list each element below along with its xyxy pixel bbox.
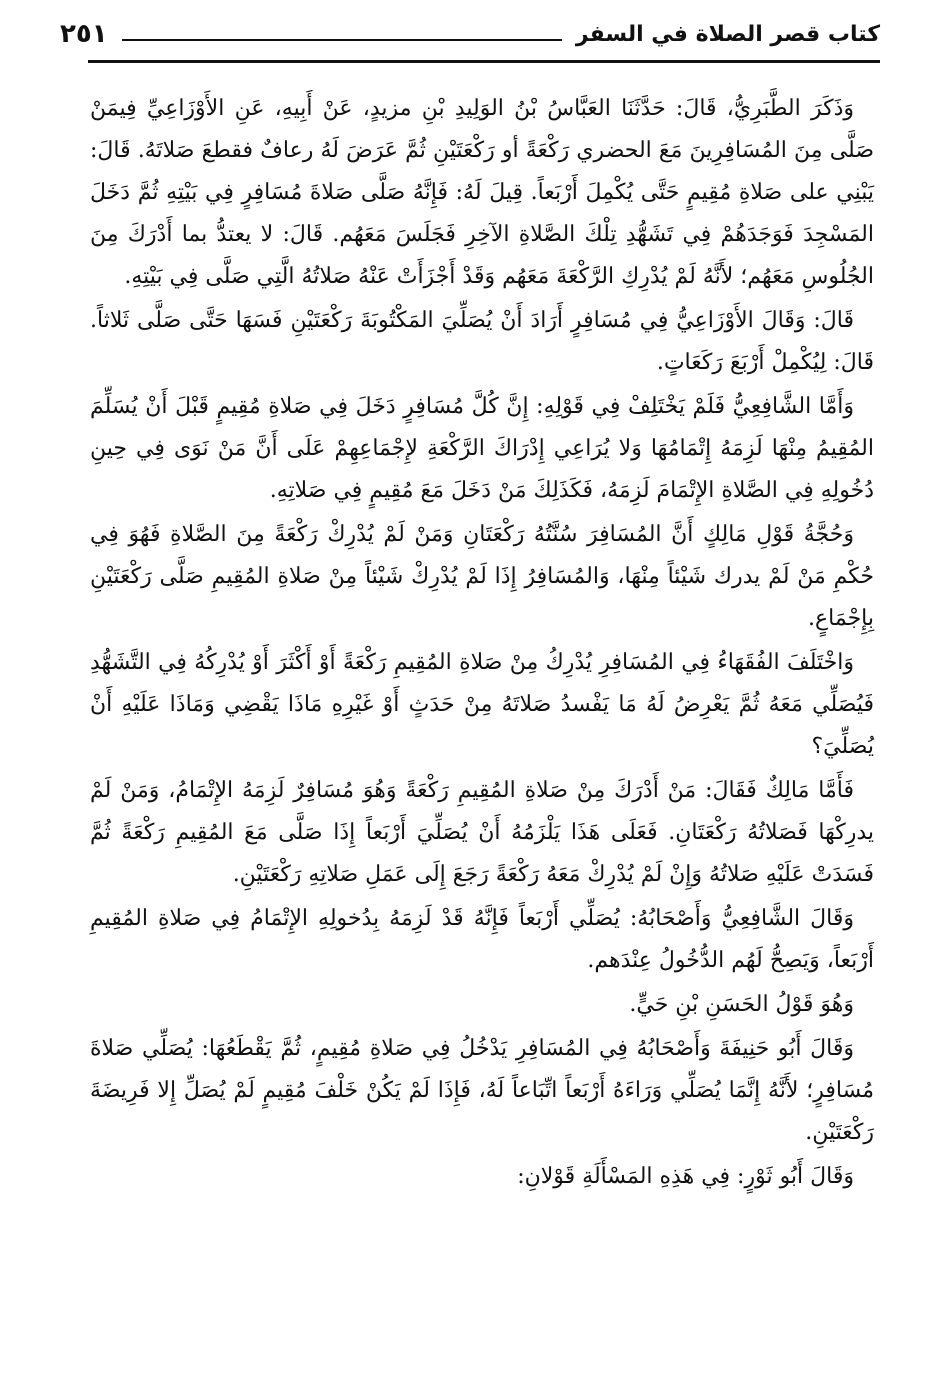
paragraph-4: وَحُجَّةُ قَوْلِ مَالِكٍ أَنَّ المُسَافِرَ سُنَّتُهُ رَكْعَتَانِ وَمَنْ لَمْ يُدْرِكْ رَكْعَةً مِنَ الصَّلاةِ فَهُوَ فِي حُكْمِ مَنْ لَمْ يدرك شَيْئاً مِنْهَا، وَالمُسَافِرُ إِذَا لَمْ يُدْرِكْ شَيْئاً مِنْ صَلاةِ المُقِيمِ صَلَّى رَكْعَتَيْنِ بِإِجْمَاعٍ. bbox=[90, 522, 874, 631]
paragraph-6: فَأَمَّا مَالِكٌ فَقَالَ: مَنْ أَدْرَكَ مِنْ صَلاةِ المُقِيمِ رَكْعَةً وَهُوَ مُسَافِرٌ لَزِمَهُ الإِتْمَامُ، وَمَنْ لَمْ يدرِكْهَا فَصَلاتُهُ رَكْعَتَانِ. فَعَلَى هَذَا يَلْزَمُهُ أَنْ يُصَلِّيَ أَرْبَعاً إِذَا صَلَّى مَعَ المُقِيمِ رَكْعَةً ثُمَّ فَسَدَتْ عَلَيْهِ صَلاتُهُ وَإِنْ لَمْ يُدْرِكْ مَعَهُ رَكْعَةً رَجَعَ إِلَى عَمَلِ صَلاتِهِ رَكْعَتَيْنِ. bbox=[90, 778, 874, 887]
page-number: ٢٥١ bbox=[60, 19, 108, 49]
header-rule bbox=[88, 60, 880, 63]
header-leader-line bbox=[122, 39, 562, 41]
paragraph-3: وَأَمَّا الشَّافِعِيُّ فَلَمْ يَخْتَلِفْ فِي قَوْلِهِ: إِنَّ كُلَّ مُسَافِرٍ دَخَلَ فِي صَلاةِ مُقِيمٍ قَبْلَ أَنْ يُسَلِّمَ المُقِيمُ مِنْهَا لَزِمَهُ إِتْمَامُهَا وَلا يُرَاعِي إِدْرَاكَ الرَّكْعَةِ لإِجْمَاعِهِمْ عَلَى أَنَّ مَنْ نَوَى فِي حِينِ دُخُولِهِ فِي الصَّلاةِ الإِتْمَامَ لَزِمَهُ، فَكَذَلِكَ مَنْ دَخَلَ مَعَ مُقِيمٍ فِي صَلاتِهِ. bbox=[90, 394, 874, 503]
paragraph-2: قَالَ: وَقَالَ الأَوْزَاعِيُّ فِي مُسَافِرٍ أَرَادَ أَنْ يُصَلِّيَ المَكْتُوبَةَ رَكْعَتَيْنِ فَسَهَا حَتَّى صَلَّى ثَلاثاً. قَالَ: لِيُكْمِلْ أَرْبَعَ رَكَعَاتٍ. bbox=[90, 308, 874, 375]
paragraph-8: وَهُوَ قَوْلُ الحَسَنِ بْنِ حَيٍّ. bbox=[629, 992, 854, 1017]
body-text bbox=[90, 88, 874, 1198]
book-title: كتاب قصر الصلاة في السفر bbox=[575, 21, 880, 47]
paragraph-10: وَقَالَ أَبُو ثَوْرٍ: فِي هَذِهِ المَسْأَلَةِ قَوْلانِ: bbox=[517, 1164, 854, 1189]
paragraph-7: وَقَالَ الشَّافِعِيُّ وَأَصْحَابُهُ: يُصَلِّي أَرْبَعاً فَإِنَّهُ قَدْ لَزِمَهُ بِدُخولِهِ الإِتْمَامُ فِي صَلاةِ المُقِيمِ أَرْبَعاً، وَيَصِحُّ لَهُم الدُّخُولُ عِنْدَهم. bbox=[90, 906, 874, 973]
paragraph-1: وَذَكَرَ الطَّبَرِيُّ، قَالَ: حَدَّثَنَا العَبَّاسُ بْنُ الوَلِيدِ بْنِ مزيدٍ، عَنْ أَبِيهِ، عَنِ الأَوْزَاعِيِّ فِيمَنْ صَلَّى مِنَ المُسَافِرِينَ مَعَ الحضري رَكْعَةً أو رَكْعَتَيْنِ ثُمَّ عَرَضَ لَهُ رعافٌ فقطعَ صَلاتَهُ. قَالَ: يَبْنِي على صَلاةِ مُقِيمٍ حَتَّى يُكْمِلَ أَرْبَعاً. قِيلَ لَهُ: فَإِنَّهُ صَلَّى صَلاةَ مُسَافِرٍ فِي بَيْتِهِ ثُمَّ دَخَلَ المَسْجِدَ فَوَجَدَهُمْ فِي تَشَهُّدِ تِلْكَ الصَّلاةِ الآخِرِ فَجَلَسَ مَعَهُم. قَالَ: لا يعتدُّ بما أَدْرَكَ مِنَ الجُلُوسِ مَعَهُم؛ لأَنَّهُ لَمْ يُدْرِكِ الرَّكْعَةَ مَعَهُم وَقَدْ أَجْزَأَتْ عَنْهُ صَلاتُهُ الَّتِي صَلَّى فِي بَيْتِهِ. bbox=[90, 96, 874, 289]
running-head bbox=[60, 14, 880, 54]
paragraph-9: وَقَالَ أَبُو حَنِيفَةَ وَأَصْحَابُهُ فِي المُسَافِرِ يَدْخُلُ فِي صَلاةِ مُقِيمٍ، ثُمَّ يَقْطَعُهَا: يُصَلِّي صَلاةَ مُسَافِرٍ؛ لأَنَّهُ إِنَّمَا يُصَلِّي وَرَاءَهُ أَرْبَعاً اتِّبَاعاً لَهُ، فَإِذَا لَمْ يَكُنْ خَلْفَ مُقِيمٍ لَمْ يُصَلِّ إِلا فَرِيضَةَ رَكْعَتَيْنِ. bbox=[90, 1036, 874, 1145]
paragraph-5: وَاخْتَلَفَ الفُقَهَاءُ فِي المُسَافِرِ يُدْرِكُ مِنْ صَلاةِ المُقِيمِ رَكْعَةً أَوْ أَكْثَرَ أَوْ يُدْرِكُهُ فِي التَّشَهُّدِ فَيُصَلِّي مَعَهُ ثُمَّ يَعْرِضُ لَهُ مَا يَفْسدُ صَلاتَهُ مِنْ حَدَثٍ أَوْ غَيْرِهِ مَاذَا يَقْضِي وَمَاذَا عَلَيْهِ أَنْ يُصَلِّيَ؟ bbox=[90, 650, 874, 759]
